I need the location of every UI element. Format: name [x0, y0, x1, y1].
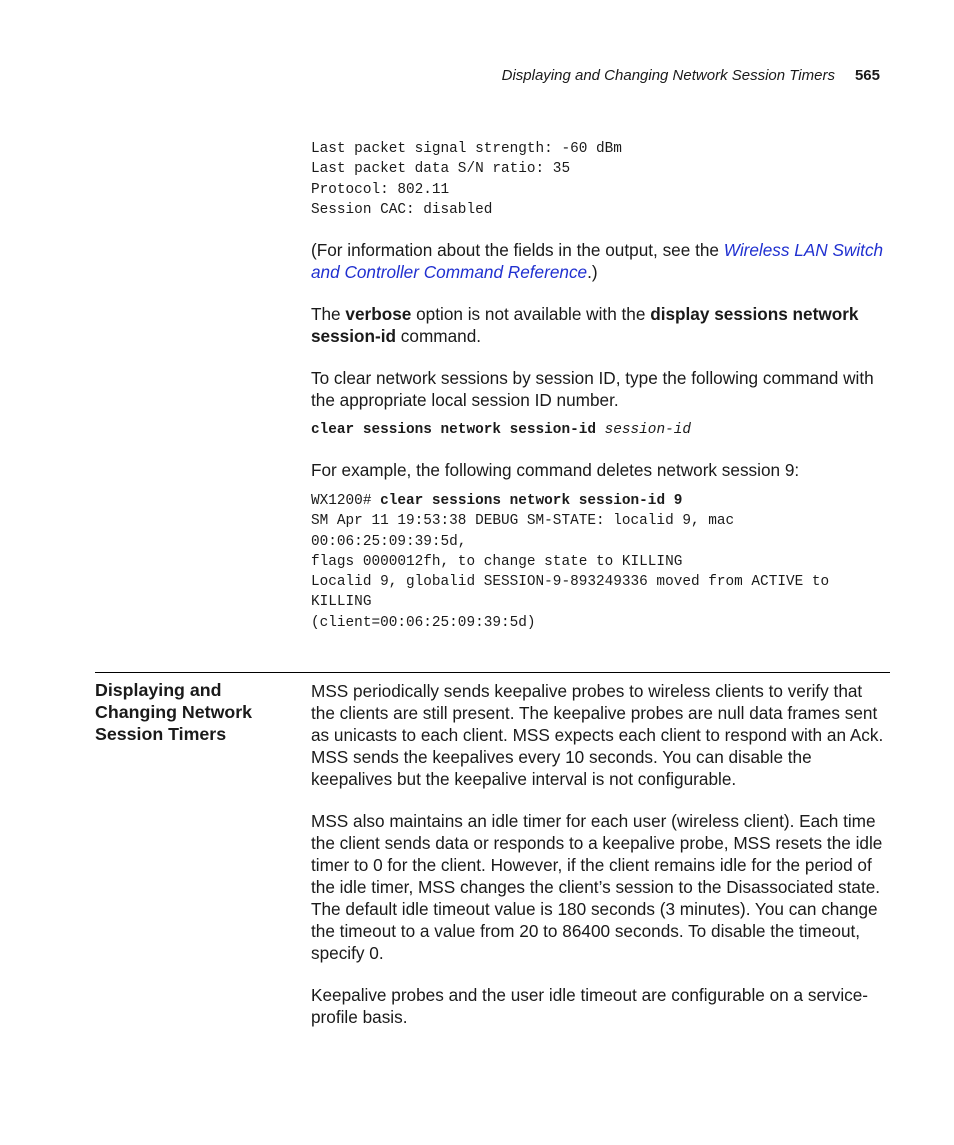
syntax-command: clear sessions network session-id [311, 422, 596, 438]
info-prefix: (For information about the fields in the output, see the [311, 240, 724, 260]
section-heading: Displaying and Changing Network Session Timers [95, 680, 253, 744]
example-paragraph: For example, the following command deletes network session 9: [311, 460, 800, 480]
output-code-block [311, 139, 889, 220]
cli-prompt: WX1200# [311, 493, 381, 509]
example-command: clear sessions network session-id 9 [380, 493, 683, 509]
output-line: Session CAC: disabled [311, 201, 493, 218]
display-command-keyword: display sessions network session-id [311, 304, 859, 346]
verbose-paragraph [311, 303, 889, 347]
clear-paragraph: To clear network sessions by session ID, type the following command with the appropriate local session ID number. [311, 368, 874, 410]
verbose-text: option is not available with the [411, 304, 651, 324]
verbose-text: The [311, 304, 346, 324]
verbose-text: command. [396, 326, 482, 346]
example-command-line [311, 491, 889, 511]
example-output-line: KILLING [311, 594, 372, 611]
command-reference-link[interactable]: Wireless LAN Switch and Controller Command Reference [311, 240, 884, 282]
example-output-line: SM Apr 11 19:53:38 DEBUG SM-STATE: localid 9, mac [311, 513, 735, 530]
verbose-keyword: verbose [345, 304, 412, 324]
header-title: Displaying and Changing Network Session Timers [501, 67, 835, 84]
running-header [502, 66, 880, 86]
section-divider [95, 672, 890, 673]
info-paragraph [311, 239, 889, 283]
output-line: Last packet data S/N ratio: 35 [311, 161, 571, 178]
section-paragraph-keepalive: MSS periodically sends keepalive probes to wireless clients to verify that the clients are still present. The keepalive probes are null data frames sent as unicasts to each client. MSS expects each client to respond with an Ack. MSS sends the keepalives every 10 seconds. You can disable the keepalives but the keepalive interval is not configurable. [311, 681, 884, 789]
example-output-line: 00:06:25:09:39:5d, [311, 533, 467, 550]
example-output-line: (client=00:06:25:09:39:5d) [311, 614, 536, 631]
example-output-line: Localid 9, globalid SESSION-9-893249336 moved from ACTIVE to [311, 574, 830, 591]
output-line: Last packet signal strength: -60 dBm [311, 141, 622, 157]
info-suffix: .) [587, 262, 598, 282]
syntax-argument: session-id [604, 422, 691, 438]
example-code-block [311, 491, 889, 633]
section-paragraph-idle-timer: MSS also maintains an idle timer for each user (wireless client). Each time the client sends data or responds to a keepalive probe, MSS resets the idle timer to 0 for the client. However, if the client remains idle for the period of the idle timer, MSS changes the client’s session to the Disassociated state. The default idle timeout value is 180 seconds (3 minutes). You can change the timeout to a value from 20 to 86400 seconds. To disable the timeout, specify 0. [311, 811, 883, 963]
output-line: Protocol: 802.11 [311, 181, 450, 198]
example-output-line: flags 0000012fh, to change state to KILLING [311, 553, 683, 570]
page-number: 565 [854, 67, 880, 84]
section-paragraph-service-profile: Keepalive probes and the user idle timeout are configurable on a service-profile basis. [311, 985, 869, 1027]
syntax-line [311, 420, 889, 440]
